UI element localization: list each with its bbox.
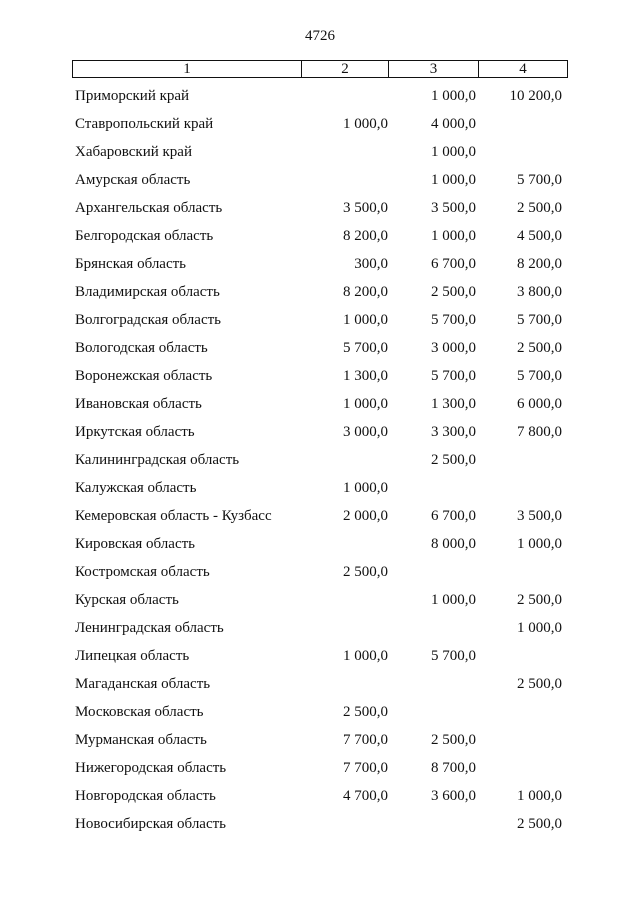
table-row [0, 698, 640, 726]
table-row [0, 222, 640, 250]
region-name: Липецкая область [75, 648, 190, 664]
value-col-4: 1 000,0 [517, 536, 562, 552]
region-name: Хабаровский край [75, 144, 192, 160]
region-name: Архангельская область [75, 200, 223, 216]
value-col-2: 1 000,0 [343, 312, 388, 328]
value-col-4: 5 700,0 [517, 312, 562, 328]
value-col-4: 3 500,0 [517, 508, 562, 524]
region-name: Воронежская область [75, 368, 213, 384]
value-col-3: 8 000,0 [431, 536, 476, 552]
value-col-4: 2 500,0 [517, 816, 562, 832]
table-row [0, 390, 640, 418]
region-name: Мурманская область [75, 732, 207, 748]
region-name: Калининградская область [75, 452, 240, 468]
table-row [0, 418, 640, 446]
region-name: Приморский край [75, 88, 190, 104]
value-col-3: 1 300,0 [431, 396, 476, 412]
value-col-2: 4 700,0 [343, 788, 388, 804]
region-name: Иркутская область [75, 424, 195, 440]
value-col-3: 1 000,0 [431, 88, 476, 104]
table-row [0, 306, 640, 334]
value-col-3: 8 700,0 [431, 760, 476, 776]
value-col-4: 7 800,0 [517, 424, 562, 440]
table-row [0, 474, 640, 502]
value-col-3: 4 000,0 [431, 116, 476, 132]
table-row [0, 726, 640, 754]
value-col-2: 5 700,0 [343, 340, 388, 356]
table-row [0, 558, 640, 586]
value-col-3: 1 000,0 [431, 144, 476, 160]
value-col-3: 3 000,0 [431, 340, 476, 356]
value-col-3: 1 000,0 [431, 172, 476, 188]
value-col-3: 2 500,0 [431, 452, 476, 468]
region-name: Белгородская область [75, 228, 214, 244]
value-col-4: 2 500,0 [517, 200, 562, 216]
table-row [0, 362, 640, 390]
table-row [0, 334, 640, 362]
value-col-2: 1 300,0 [343, 368, 388, 384]
value-col-4: 8 200,0 [517, 256, 562, 272]
value-col-3: 3 300,0 [431, 424, 476, 440]
value-col-3: 6 700,0 [431, 508, 476, 524]
table-row [0, 194, 640, 222]
value-col-2: 1 000,0 [343, 116, 388, 132]
value-col-2: 300,0 [354, 256, 388, 272]
value-col-4: 5 700,0 [517, 368, 562, 384]
region-name: Ленинградская область [75, 620, 224, 636]
value-col-3: 3 600,0 [431, 788, 476, 804]
table-row [0, 502, 640, 530]
region-name: Московская область [75, 704, 204, 720]
region-name: Новосибирская область [75, 816, 227, 832]
region-name: Волгоградская область [75, 312, 221, 328]
table-row [0, 670, 640, 698]
region-name: Брянская область [75, 256, 187, 272]
column-header-row [73, 61, 568, 78]
table-row [0, 278, 640, 306]
value-col-2: 2 000,0 [343, 508, 388, 524]
value-col-4: 2 500,0 [517, 340, 562, 356]
table-row [0, 446, 640, 474]
table-row [0, 782, 640, 810]
table-row [0, 250, 640, 278]
region-name: Ставропольский край [75, 116, 214, 132]
column-header-1: 1 [73, 61, 302, 78]
value-col-4: 3 800,0 [517, 284, 562, 300]
page-number: 4726 [305, 28, 335, 44]
table-row [0, 642, 640, 670]
region-name: Костромская область [75, 564, 210, 580]
column-header-table [72, 60, 568, 78]
value-col-4: 5 700,0 [517, 172, 562, 188]
column-header-3: 3 [389, 61, 479, 78]
value-col-3: 6 700,0 [431, 256, 476, 272]
table-row [0, 810, 640, 838]
region-name: Амурская область [75, 172, 191, 188]
value-col-3: 3 500,0 [431, 200, 476, 216]
value-col-4: 10 200,0 [509, 88, 562, 104]
table-row [0, 138, 640, 166]
value-col-2: 8 200,0 [343, 228, 388, 244]
value-col-4: 2 500,0 [517, 592, 562, 608]
value-col-3: 1 000,0 [431, 228, 476, 244]
value-col-3: 5 700,0 [431, 648, 476, 664]
value-col-3: 5 700,0 [431, 312, 476, 328]
region-name: Нижегородская область [75, 760, 227, 776]
table-row [0, 166, 640, 194]
table-row [0, 530, 640, 558]
value-col-3: 1 000,0 [431, 592, 476, 608]
region-name: Вологодская область [75, 340, 208, 356]
table-row [0, 754, 640, 782]
value-col-4: 1 000,0 [517, 788, 562, 804]
region-name: Калужская область [75, 480, 197, 496]
value-col-2: 3 000,0 [343, 424, 388, 440]
value-col-3: 5 700,0 [431, 368, 476, 384]
value-col-4: 4 500,0 [517, 228, 562, 244]
region-name: Новгородская область [75, 788, 216, 804]
region-name: Кемеровская область - Кузбасс [75, 508, 272, 524]
region-name: Курская область [75, 592, 179, 608]
region-name: Магаданская область [75, 676, 211, 692]
table-row [0, 110, 640, 138]
value-col-2: 7 700,0 [343, 732, 388, 748]
value-col-3: 2 500,0 [431, 284, 476, 300]
column-header-2: 2 [302, 61, 389, 78]
value-col-2: 7 700,0 [343, 760, 388, 776]
value-col-2: 2 500,0 [343, 564, 388, 580]
table-row [0, 82, 640, 110]
table-row [0, 586, 640, 614]
value-col-2: 1 000,0 [343, 648, 388, 664]
value-col-2: 8 200,0 [343, 284, 388, 300]
value-col-2: 1 000,0 [343, 480, 388, 496]
value-col-4: 1 000,0 [517, 620, 562, 636]
value-col-3: 2 500,0 [431, 732, 476, 748]
value-col-2: 2 500,0 [343, 704, 388, 720]
column-header-4: 4 [479, 61, 568, 78]
value-col-2: 3 500,0 [343, 200, 388, 216]
table-body [0, 82, 640, 838]
region-name: Кировская область [75, 536, 196, 552]
value-col-4: 6 000,0 [517, 396, 562, 412]
region-name: Ивановская область [75, 396, 202, 412]
region-name: Владимирская область [75, 284, 220, 300]
table-row [0, 614, 640, 642]
value-col-2: 1 000,0 [343, 396, 388, 412]
value-col-4: 2 500,0 [517, 676, 562, 692]
